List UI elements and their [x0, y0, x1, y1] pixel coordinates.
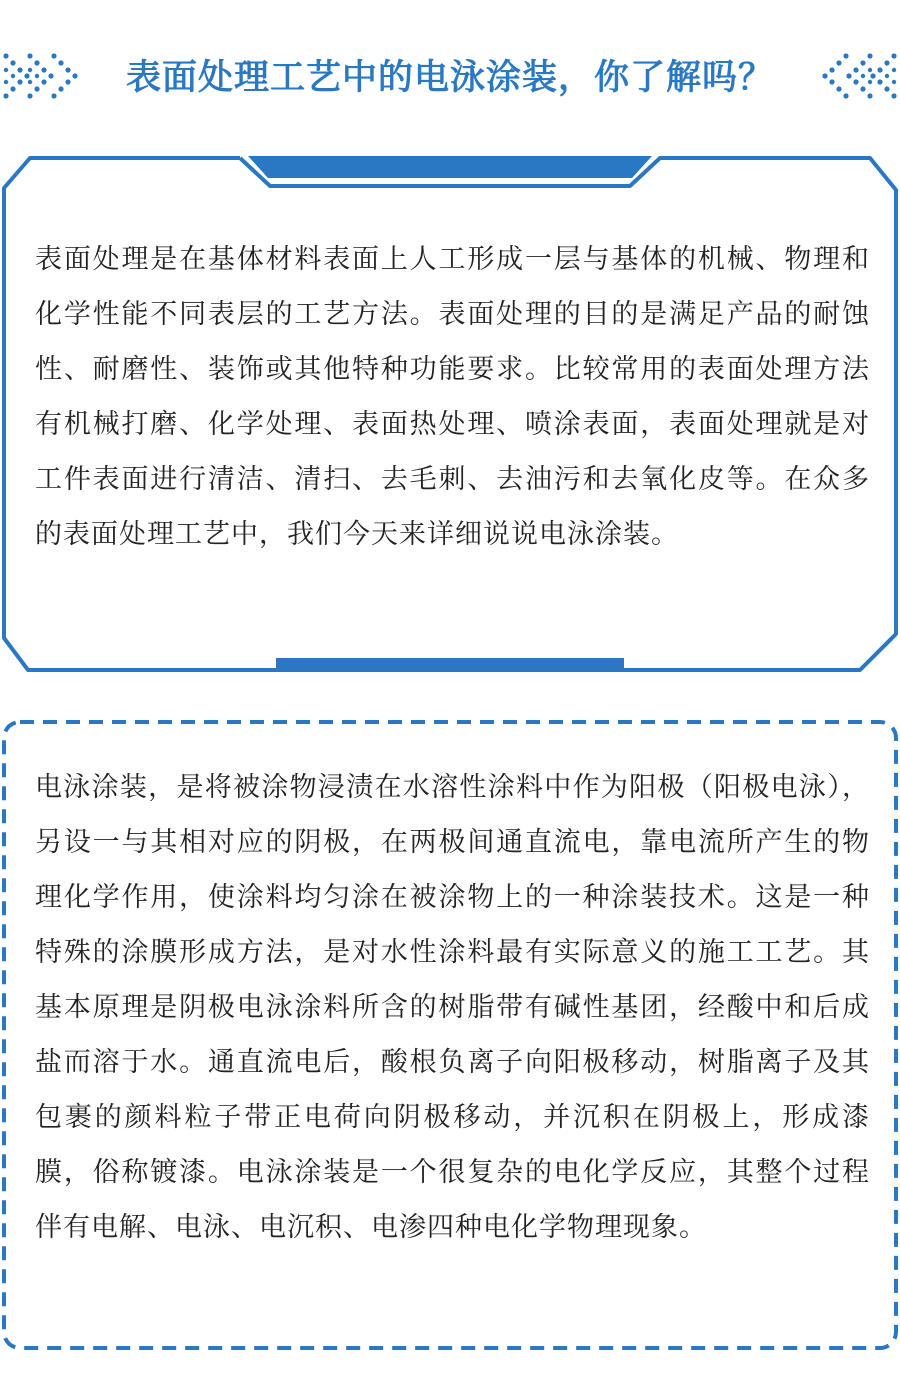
intro-paragraph: 表面处理是在基体材料表面上人工形成一层与基体的机械、物理和化学性能不同表层的工艺方法。表面处理的目的是满足产品的耐蚀性、耐磨性、装饰或其他特种功能要求。比较常用的表面处理方法有机械打磨、化学处理、表面热处理、喷涂表面，表面处理就是对工件表面进行清洁、清扫、去毛刺、去油污和去氧化皮等。在众多的表面处理工艺中，我们今天来详细说说电泳涂装。	[35, 244, 870, 550]
page-title: 表面处理工艺中的电泳涂装，你了解吗？	[125, 58, 774, 98]
frame-top-tab	[248, 156, 652, 178]
double-chevron-left-dots-icon	[818, 50, 900, 102]
frame-bottom-bar	[276, 658, 624, 672]
electrophoresis-paragraph: 电泳涂装，是将被涂物浸渍在水溶性涂料中作为阳极（阳极电泳），另设一与其相对应的阴极，在两极间通直流电，靠电流所产生的物理化学作用，使涂料均匀涂在被涂物上的一种涂装技术。这是一种特殊的涂膜形成方法，是对水性涂料最有实际意义的施工工艺。其基本原理是阴极电泳涂料所含的树脂带有碱性基团，经酸中和后成盐而溶于水。通直流电后，酸根负离子向阳极移动，树脂离子及其包裹的颜料粒子带正电荷向阴极移动，并沉积在阴极上，形成漆膜，俗称镀漆。电泳涂装是一个很复杂的电化学反应，其整个过程伴有电解、电泳、电沉积、电渗四种电化学物理现象。	[35, 772, 870, 1243]
title-row	[0, 40, 900, 120]
